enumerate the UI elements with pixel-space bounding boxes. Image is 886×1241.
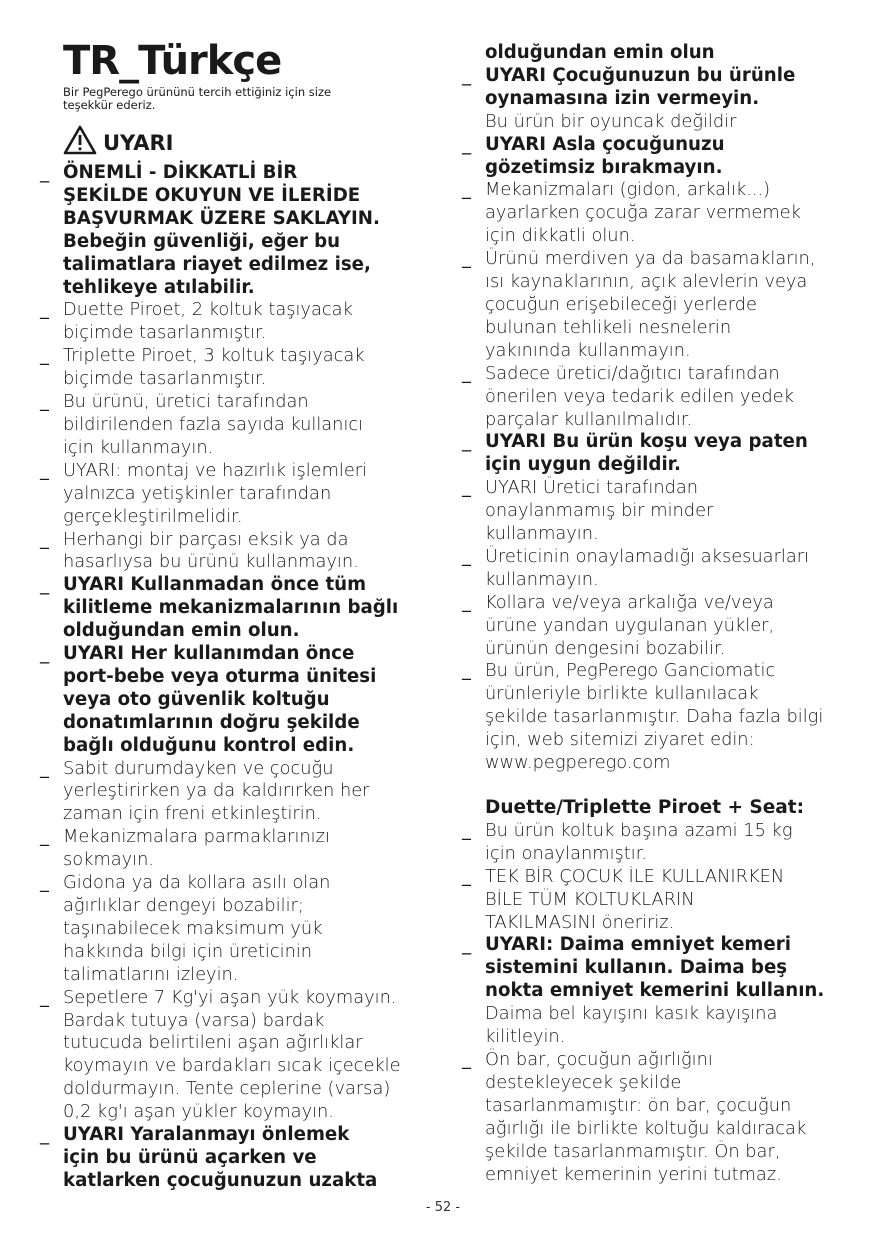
list-item [40, 299, 435, 345]
list-item-text: Mekanizmaları (gidon, arkalık...) ayarlarken çocuğa zarar vermemek için dikkatli olun. [485, 179, 801, 247]
left-column-list [40, 162, 435, 1193]
list-item-text: Kollara ve/veya arkalığa ve/veya ürüne yandan uygulanan yükler, ürünün dengesini bozabilir. [485, 591, 775, 659]
list-item [462, 363, 857, 432]
bullet-dash: _ [40, 826, 49, 848]
list-item [40, 1124, 435, 1193]
list-item-text: Bu ürün koltuk başına azami 15 kg için onaylanmıştır. [485, 819, 793, 864]
list-item-text: TEK BİR ÇOCUK İLE KULLANIRKEN BİLE TÜM KOLTUKLARIN TAKILMASINI öneririz. [485, 865, 785, 933]
bullet-dash: _ [462, 248, 471, 270]
list-item-text: Bu ürünü, üretici tarafından bildirilenden fazla sayıda kullanıcı için kullanmayın. [63, 391, 364, 458]
list-item [462, 546, 857, 592]
list-item [40, 529, 435, 575]
list-item [40, 643, 435, 758]
bullet-dash: _ [40, 459, 49, 481]
list-item [40, 872, 435, 987]
bullet-dash: _ [462, 934, 472, 956]
list-item [462, 660, 857, 775]
list-item [462, 866, 857, 935]
bullet-dash: _ [462, 660, 471, 682]
list-item-extra-text: Bu ürün bir oyuncak değildir [485, 110, 737, 132]
right-column [462, 42, 857, 1186]
list-item-text: Sepetlere 7 Kg'yi aşan yük koymayın. Bardak tutuya (varsa) bardak tutucuda belirtileni aşan ağırlıklar koymayın ve bardakları sıcak içecekle doldurmayın. Tente ceplerine (varsa) 0,2 kg'ı aşan yükler koymayın. [63, 986, 401, 1123]
list-item [40, 574, 435, 643]
list-item-text: UYARI Yaralanmayı önlemek için bu ürünü açarken ve katlarken çocuğunuzun uzakta [63, 1124, 378, 1191]
bullet-dash: _ [40, 528, 49, 550]
bullet-dash: _ [462, 865, 471, 887]
list-item [40, 162, 435, 299]
list-item-text: Bu ürün, PegPerego Ganciomatic ürünleriyle birlikte kullanılacak şekilde tasarlanmıştır. Daha fazla bilgi için, web sitemizi ziyaret edin: www.pegperego.com [485, 660, 824, 774]
bullet-dash: _ [40, 162, 50, 183]
bullet-dash: _ [462, 431, 472, 453]
bullet-dash: _ [40, 391, 49, 413]
list-item [462, 1049, 857, 1186]
list-item-text: UYARI: montaj ve hazırlık işlemleri yalnızca yetişkinler tarafından gerçekleştirilmelidir. [63, 459, 368, 527]
bullet-dash: _ [462, 1048, 471, 1070]
list-item [462, 134, 857, 180]
bullet-dash: _ [462, 179, 471, 201]
continued-text: olduğundan emin olun [485, 42, 715, 63]
warning-label: UYARI [103, 131, 174, 155]
list-item-text: UYARI Kullanmadan önce tüm kilitleme mekanizmalarının bağlı olduğundan emin olun. [63, 574, 399, 642]
list-item-text: Duette Piroet, 2 koltuk taşıyacak biçimde tasarlanmıştır. [63, 299, 353, 344]
bullet-dash: _ [40, 1124, 50, 1146]
list-item-text: UYARI Asla çocuğunuzu gözetimsiz bırakmayın. [485, 133, 725, 178]
list-item [462, 248, 857, 363]
bullet-dash: _ [40, 299, 49, 321]
page-title: TR_Türkçe [63, 38, 282, 84]
bullet-dash: _ [40, 574, 50, 596]
bullet-dash: _ [462, 591, 471, 613]
bullet-dash: _ [462, 362, 471, 384]
bullet-dash: _ [462, 545, 471, 567]
list-item-text: UYARI Bu ürün koşu veya paten için uygun değildir. [485, 431, 808, 476]
list-item [462, 431, 857, 477]
section-list [462, 820, 857, 1187]
list-item-text: Ön bar, çocuğun ağırlığını destekleyecek şekilde tasarlanmamıştır: ön bar, çocuğun ağırlığı ile birlikte koltuğu kaldıracak şekilde tasarlanmamıştır. Ön bar, emniyet kemerinin yerini tutmaz. [485, 1048, 807, 1185]
list-item [462, 934, 857, 1049]
section-title: Duette/Triplette Piroet + Seat: [485, 797, 805, 818]
bullet-dash: _ [40, 986, 49, 1008]
list-item [40, 987, 435, 1124]
bullet-dash: _ [40, 757, 49, 779]
list-item [462, 65, 857, 134]
list-item-text: Sadece üretici/dağıtıcı tarafından önerilen veya tedarik edilen yedek parçalar kullanılmalıdır. [485, 362, 794, 430]
bullet-dash: _ [462, 477, 471, 499]
warning-triangle-icon [63, 125, 97, 155]
list-item-text: Triplette Piroet, 3 koltuk taşıyacak biçimde tasarlanmıştır. [63, 345, 365, 390]
list-item-text: UYARI Üretici tarafından onaylanmamış bir minder kullanmayın. [485, 477, 714, 545]
list-item [40, 391, 435, 460]
list-item-text: Mekanizmalara parmaklarınızı sokmayın. [63, 826, 330, 871]
thank-you-note: Bir PegPerego ürününü tercih ettiğiniz için size teşekkür ederiz. [63, 85, 332, 112]
list-item-text: Gidona ya da kollara asılı olan ağırlıklar dengeyi bozabilir; taşınabilecek maksimum yük hakkında bilgi için üreticinin talimatlarını izleyin. [63, 872, 331, 985]
list-item [40, 460, 435, 529]
right-column-list [462, 65, 857, 775]
list-item-text: UYARI: Daima emniyet kemeri sistemini kullanın. Daima beş nokta emniyet kemerini kullanın. [485, 934, 825, 1002]
list-item [462, 592, 857, 661]
list-item [40, 345, 435, 391]
list-item [40, 758, 435, 827]
warning-heading [63, 125, 174, 155]
list-item [462, 477, 857, 546]
list-item-text: ÖNEMLİ - DİKKATLİ BİR ŞEKİLDE OKUYUN VE İLERİDE BAŞVURMAK ÜZERE SAKLAYIN. Bebeğin güvenliği, eğer bu talimatlara riayet edilmez ise, tehlikeye atılabilir. [63, 162, 380, 298]
bullet-dash: _ [462, 819, 471, 841]
list-item-extra-text: Daima bel kayışını kasık kayışına kilitleyin. [485, 1003, 778, 1048]
list-item [40, 826, 435, 872]
bullet-dash: _ [40, 345, 49, 367]
bullet-dash: _ [40, 872, 49, 894]
list-item-text: UYARI Her kullanımdan önce port-bebe veya oturma ünitesi veya oto güvenlik koltuğu donatımlarının doğru şekilde bağlı olduğunu kontrol edin. [63, 643, 377, 756]
page-number: - 52 - [425, 1200, 461, 1215]
list-item-text: Sabit durumdayken ve çocuğu yerleştirirken ya da kaldırırken her zaman için freni etkinleştirin. [63, 757, 370, 825]
list-item-text: Üreticinin onaylamadığı aksesuarları kullanmayın. [485, 545, 809, 590]
list-item-text: UYARI Çocuğunuzun bu ürünle oynamasına izin vermeyin. [485, 64, 796, 109]
bullet-dash: _ [462, 64, 472, 86]
bullet-dash: _ [462, 133, 472, 155]
list-item [462, 820, 857, 866]
list-item [462, 179, 857, 248]
list-item-text: Ürünü merdiven ya da basamakların, ısı kaynaklarının, açık alevlerin veya çocuğun erişebileceği yerlerde bulunan tehlikeli nesnelerin yakınında kullanmayın. [485, 248, 816, 361]
bullet-dash: _ [40, 643, 50, 665]
list-item-text: Herhangi bir parçası eksik ya da hasarlıysa bu ürünü kullanmayın. [63, 528, 359, 573]
